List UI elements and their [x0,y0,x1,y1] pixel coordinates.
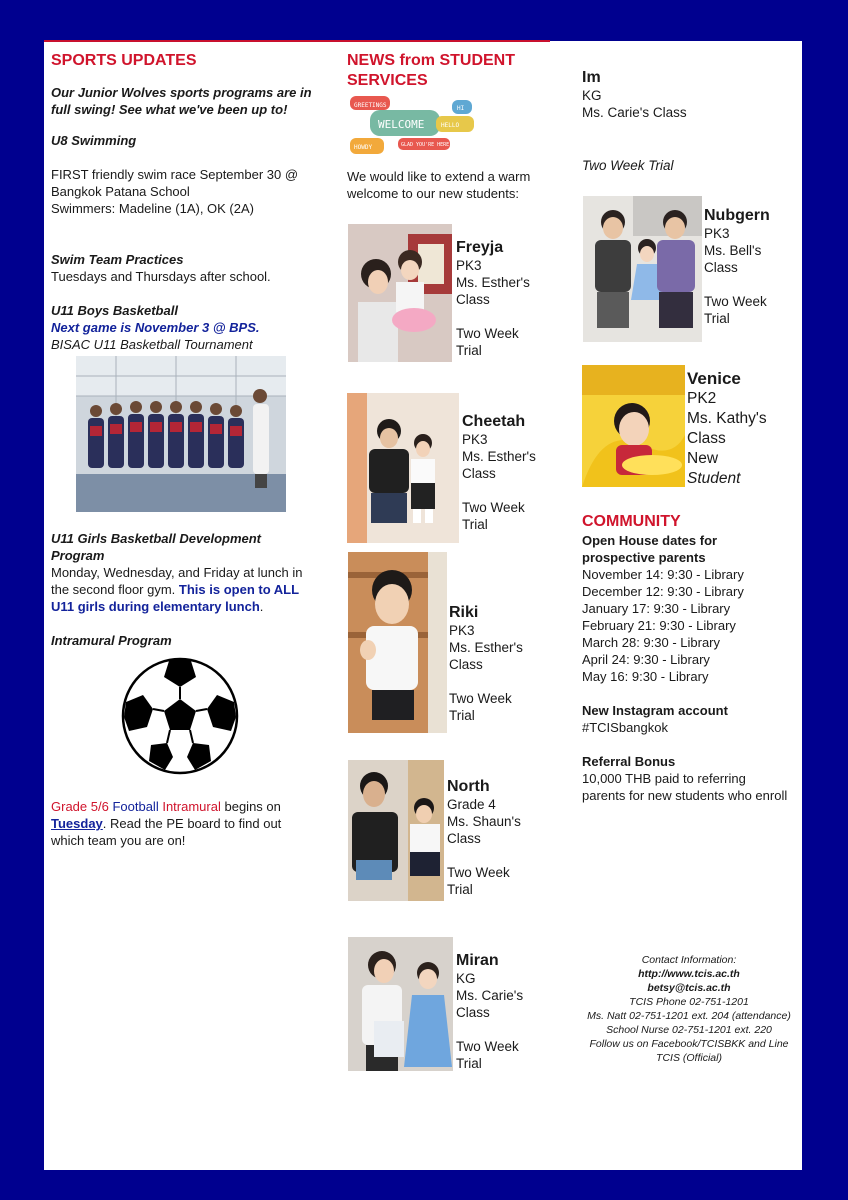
student-class-suffix: Class [447,831,481,846]
contact-info [578,953,800,1065]
student-riki [449,603,544,724]
u11-boys-tournament: BISAC U11 Basketball Tournament [51,337,253,352]
bubble-glad: GLAD YOU'RE HERE [401,142,450,148]
intramural-word: Intramural [162,799,221,814]
contact-website[interactable]: http://www.tcis.ac.th [638,968,740,980]
student-status-suffix: Trial [462,517,488,532]
student-status: Two Week [456,326,519,341]
u8-line-2: Bangkok Patana School [51,184,190,199]
open-house-date: February 21: 9:30 - Library [582,618,736,633]
student-status-suffix: Trial [449,708,475,723]
student-cheetah [462,412,552,533]
student-class: Ms. Bell's [704,243,762,258]
sports-heading: SPORTS UPDATES [51,52,197,69]
u11-girls-period: . [259,599,264,614]
intramural-grade: Grade 5/6 [51,799,109,814]
student-status: New [687,450,719,467]
student-status: Two Week [449,691,512,706]
news-heading [347,51,547,91]
u11-girls-schedule: Monday, Wednesday, and Friday at lunch in the second floor gym. [51,565,303,597]
student-status-suffix: Student [687,470,741,487]
student-grade: KG [456,971,476,986]
intramural-title: Intramural Program [51,633,172,648]
student-class: Ms. Carie's [456,988,524,1003]
welcome-text: We would like to extend a warm welcome to our new students: [347,169,531,201]
student-status: Two Week [704,294,767,309]
student-name: Riki [449,604,479,621]
student-class-suffix: Class [462,466,496,481]
contact-title: Contact Information: [641,954,737,966]
photo-venice [582,365,685,487]
u11-girls-title: U11 Girls Basketball Development Program [51,531,262,563]
student-name: Cheetah [462,413,526,430]
referral-title: Referral Bonus [582,754,676,769]
photo-north [348,760,444,901]
u8-swimming-title: U8 Swimming [51,133,137,148]
student-class: Ms. Esther's [462,449,536,464]
student-venice [687,369,797,489]
student-class: Ms. Shaun's [447,814,521,829]
referral-text: 10,000 THB paid to referring parents for new students who enroll [582,771,788,803]
student-name: Im [582,69,601,86]
student-name: Freyja [456,239,504,256]
instagram-handle: #TCISbangkok [582,720,668,735]
intramural-begins: begins on [224,799,281,814]
intramural-football: Football [112,799,159,814]
student-grade: Grade 4 [447,797,496,812]
open-house-date: April 24: 9:30 - Library [582,652,710,667]
student-grade: PK3 [449,623,475,638]
swim-team-title: Swim Team Practices [51,252,184,267]
student-status-suffix: Trial [456,343,482,358]
student-class: Ms. Kathy's [687,410,767,427]
student-class: Ms. Esther's [449,640,523,655]
bubble-hi: HI [457,105,465,112]
student-class-suffix: Class [687,430,726,447]
bubble-greetings: GREETINGS [354,102,387,109]
photo-miran [348,937,453,1071]
student-class-suffix: Class [456,1005,490,1020]
student-status-suffix: Trial [456,1056,482,1071]
open-house-date: May 16: 9:30 - Library [582,669,709,684]
open-house-date: November 14: 9:30 - Library [582,567,744,582]
student-name: Miran [456,952,499,969]
intramural-rest: . Read the PE board to find out which team you are on! [51,816,282,848]
bubble-hello: HELLO [441,122,460,129]
community-section [582,512,792,804]
photo-freyja [348,224,452,362]
instagram-title: New Instagram account [582,703,728,718]
contact-nurse: School Nurse 02-751-1201 ext. 220 [606,1024,772,1036]
student-grade: PK3 [456,258,482,273]
contact-follow-line: TCIS (Official) [656,1052,722,1064]
student-status: Two Week [462,500,525,515]
bubble-howdy: HOWDY [354,144,373,151]
contact-attendance: Ms. Natt 02-751-1201 ext. 204 (attendance) [587,1010,791,1022]
sports-column-lower [51,530,316,649]
student-status-suffix: Trial [704,311,730,326]
student-status: Two Week [447,865,510,880]
student-grade: PK3 [704,226,730,241]
photo-cheetah [347,393,459,543]
welcome-bubbles-graphic [348,94,478,160]
open-house-date: December 12: 9:30 - Library [582,584,744,599]
sports-column [51,51,316,353]
swim-team-text: Tuesdays and Thursdays after school. [51,269,271,284]
top-rule [44,40,550,42]
contact-email[interactable]: betsy@tcis.ac.th [647,982,731,994]
photo-nubgern [583,196,702,342]
soccer-ball-icon [121,657,239,775]
community-heading: COMMUNITY [582,513,681,530]
bubble-welcome: WELCOME [378,118,425,131]
student-class-suffix: Class [449,657,483,672]
student-freyja [456,238,546,359]
student-class: Ms. Carie's Class [582,105,687,120]
student-class-suffix: Class [704,260,738,275]
student-class-suffix: Class [456,292,490,307]
student-nubgern [704,206,794,327]
student-miran [456,951,546,1072]
contact-phone: TCIS Phone 02-751-1201 [629,996,749,1008]
student-grade: PK2 [687,390,717,407]
contact-follow: Follow us on Facebook/TCISBKK and Line [589,1038,789,1050]
basketball-team-photo [76,356,286,512]
student-north [447,777,542,898]
news-heading-line-2: SERVICES [347,72,428,89]
student-name: Venice [687,369,741,388]
intramural-tuesday: Tuesday [51,816,103,831]
u11-girls-open-note: This is open to ALL U11 girls during elementary lunch [51,582,299,614]
student-class: Ms. Esther's [456,275,530,290]
student-name: North [447,778,490,795]
student-status-suffix: Trial [447,882,473,897]
u11-boys-title: U11 Boys Basketball [51,303,178,318]
open-house-dates [582,566,792,685]
student-name: Nubgern [704,207,770,224]
student-grade: PK3 [462,432,488,447]
u11-boys-next-game: Next game is November 3 @ BPS. [51,320,260,335]
student-status: Two Week [456,1039,519,1054]
open-house-date: March 28: 9:30 - Library [582,635,721,650]
student-status: Two Week Trial [582,158,674,173]
intramural-announcement [51,798,316,849]
open-house-title: Open House dates for prospective parents [582,533,718,565]
student-grade: KG [582,88,602,103]
sports-intro: Our Junior Wolves sports programs are in full swing! See what we've been up to! [51,85,312,117]
open-house-date: January 17: 9:30 - Library [582,601,731,616]
u11-girls-text [51,564,316,615]
u8-line-3: Swimmers: Madeline (1A), OK (2A) [51,201,254,216]
u8-line-1: FIRST friendly swim race September 30 @ [51,167,299,182]
news-heading-line-1: NEWS from STUDENT [347,52,515,69]
photo-riki [348,552,447,733]
student-im [582,68,782,174]
